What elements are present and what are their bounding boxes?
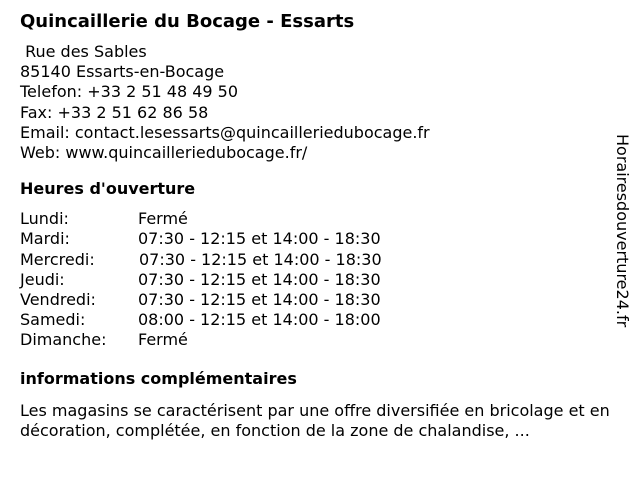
day-label: Dimanche: [20,330,107,350]
opening-time: Fermé [138,209,188,229]
phone-line: Telefon: +33 2 51 48 49 50 [20,82,239,102]
day-label: Mardi: [20,229,70,249]
email-line: Email: contact.lesessarts@quincailleriedubocage.fr [20,122,430,142]
info-heading: informations complémentaires [20,368,297,388]
site-watermark: Horairesdouverture24.fr [613,134,632,328]
hours-table [20,209,620,350]
hours-row-friday [20,290,620,310]
hours-row-wednesday [20,250,620,270]
contact-block [20,42,620,163]
opening-time: 07:30 - 12:15 et 14:00 - 18:30 [138,269,381,289]
day-label: Mercredi: [20,249,95,269]
hours-row-monday [20,209,620,229]
fax-line: Fax: +33 2 51 62 86 58 [20,102,209,122]
info-description: Les magasins se caractérisent par une offre diversifiée en bricolage et en décoration, complétée, en fonction de la zone de chalandise, ... [20,400,610,441]
address-city: 85140 Essarts-en-Bocage [20,62,225,82]
hours-row-saturday [20,310,620,330]
hours-row-thursday [20,270,620,290]
day-label: Vendredi: [20,289,96,309]
day-label: Lundi: [20,209,69,229]
address-street: Rue des Sables [20,42,147,61]
web-line: Web: www.quincailleriedubocage.fr/ [20,143,308,163]
opening-time: Fermé [138,330,188,350]
day-label: Samedi: [20,310,86,330]
opening-time: 07:30 - 12:15 et 14:00 - 18:30 [138,289,381,309]
hours-heading: Heures d'ouverture [20,179,196,199]
opening-time: 07:30 - 12:15 et 14:00 - 18:30 [138,229,381,249]
hours-row-tuesday [20,229,620,249]
hours-row-sunday [20,330,620,350]
opening-time: 08:00 - 12:15 et 14:00 - 18:00 [138,310,381,330]
store-title: Quincaillerie du Bocage - Essarts [20,11,355,32]
opening-time: 07:30 - 12:15 et 14:00 - 18:30 [139,249,382,269]
store-info-card [20,10,620,442]
day-label: Jeudi: [20,269,65,289]
